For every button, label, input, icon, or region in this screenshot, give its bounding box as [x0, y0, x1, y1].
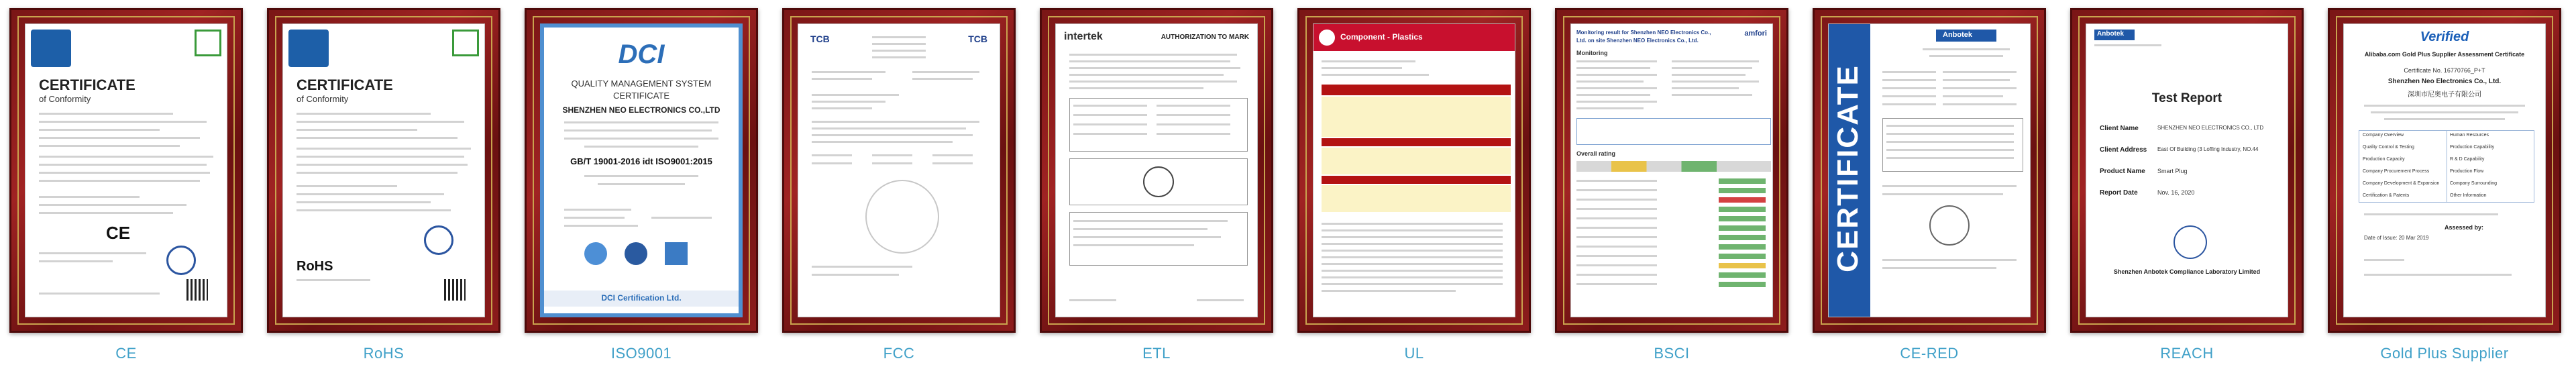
gold-company-cn: 深圳市尼奥电子有限公司: [2408, 91, 2481, 99]
certificate-document-ul: [1313, 23, 1515, 317]
certificate-caption: FCC: [883, 345, 915, 362]
certificate-document-ce: [25, 23, 227, 317]
verified-logo: Verified: [2420, 30, 2469, 44]
certificate-card-ce[interactable]: [9, 8, 243, 362]
ul-heading: Component - Plastics: [1340, 32, 1423, 42]
bsci-title-line2: Ltd. on site Shenzhen NEO Electronics Co., Ltd.: [1576, 38, 1699, 44]
certificate-caption: UL: [1404, 345, 1424, 362]
tcb-logo-left: TCB: [810, 34, 830, 44]
issuer-name: Shenzhen Anbotek Compliance Laboratory Limited: [2113, 268, 2261, 275]
amfori-logo: amfori: [1744, 30, 1767, 38]
iso-footer: DCI Certification Ltd.: [601, 293, 682, 303]
certificate-caption: CE: [115, 345, 137, 362]
certificate-caption: Gold Plus Supplier: [2380, 345, 2509, 362]
certificate-frame: [525, 8, 758, 333]
gold-company-en: Shenzhen Neo Electronics Co., Ltd.: [2387, 78, 2502, 85]
iso-standard: GB/T 19001-2016 idt ISO9001:2015: [570, 156, 712, 166]
bsci-section: Monitoring: [1576, 50, 1608, 56]
assessment-item: Production Capacity: [2363, 157, 2405, 162]
iso-company: SHENZHEN NEO ELECTRONICS CO.,LTD: [562, 105, 720, 115]
intertek-logo: intertek: [1064, 31, 1103, 42]
certificate-card-reach[interactable]: [2070, 8, 2304, 362]
assessment-item: Human Resources: [2450, 133, 2489, 138]
anbotek-logo: Anbotek: [2097, 30, 2124, 38]
certificate-card-rohs[interactable]: [267, 8, 500, 362]
certificate-document-fcc: [798, 23, 1000, 317]
certificate-title: CERTIFICATE: [297, 76, 393, 93]
tcb-logo-right: TCB: [968, 34, 987, 44]
certificate-frame: [9, 8, 243, 333]
certificate-caption: ETL: [1142, 345, 1171, 362]
assessment-item: Company Surrounding: [2450, 181, 2498, 186]
ce-mark: CE: [106, 223, 131, 243]
report-title: Test Report: [2151, 91, 2222, 105]
bsci-title-line1: Monitoring result for Shenzhen NEO Electronics Co.,: [1576, 30, 1711, 36]
etl-heading: AUTHORIZATION TO MARK: [1161, 34, 1249, 41]
date-of-issue: Date of Issue: 20 Mar 2019: [2364, 235, 2429, 241]
assessment-item: Company Procurement Process: [2363, 169, 2430, 174]
assessment-item: Company Development & Expansion: [2363, 181, 2440, 186]
certificate-card-ul[interactable]: [1297, 8, 1531, 362]
certificate-frame: [2070, 8, 2304, 333]
dci-logo: DCI: [618, 40, 665, 69]
certificate-caption: BSCI: [1654, 345, 1690, 362]
assessment-item: Quality Control & Testing: [2363, 145, 2414, 150]
client-name-value: SHENZHEN NEO ELECTRONICS CO., LTD: [2157, 125, 2264, 131]
certificate-frame: [1297, 8, 1531, 333]
certificate-document-iso9001: [540, 23, 743, 317]
assessed-by-label: Assessed by:: [2445, 224, 2484, 231]
certificate-title: CERTIFICATE: [39, 76, 136, 93]
gold-site-title: Alibaba.com Gold Plus Supplier Assessment Certificate: [2364, 51, 2525, 58]
client-name-label: Client Name: [2100, 125, 2139, 132]
certificate-frame: [782, 8, 1016, 333]
certificate-document-gold-plus: [2343, 23, 2546, 317]
product-name-label: Product Name: [2100, 168, 2145, 175]
certificate-caption: RoHS: [363, 345, 405, 362]
report-date-value: Nov. 16, 2020: [2157, 189, 2195, 196]
assessment-item: Company Overview: [2363, 133, 2404, 138]
certificate-frame: [2328, 8, 2561, 333]
iso-title-line1: QUALITY MANAGEMENT SYSTEM: [571, 78, 712, 89]
certificate-card-gold-plus-supplier[interactable]: [2328, 8, 2561, 362]
certificate-document-rohs: [282, 23, 485, 317]
client-address-value: East Of Building (3 Loffing Industry, NO.44: [2157, 146, 2259, 152]
client-address-label: Client Address: [2100, 146, 2147, 154]
certificate-card-fcc[interactable]: [782, 8, 1016, 362]
certificate-document-bsci: [1570, 23, 1773, 317]
certificate-frame: [1813, 8, 2046, 333]
rohs-mark: RoHS: [297, 259, 333, 274]
certificate-caption: REACH: [2160, 345, 2214, 362]
gold-cert-no: Certificate No. 16770766_P+T: [2404, 67, 2485, 74]
certificate-card-bsci[interactable]: [1555, 8, 1788, 362]
certificate-frame: [1040, 8, 1273, 333]
certificate-caption: ISO9001: [610, 345, 672, 362]
certificate-frame: [267, 8, 500, 333]
report-date-label: Report Date: [2100, 189, 2138, 197]
certificate-subtitle: of Conformity: [297, 94, 349, 104]
assessment-item: Other Information: [2450, 193, 2487, 198]
iso-title-line2: CERTIFICATE: [612, 91, 670, 101]
certificate-subtitle: of Conformity: [39, 94, 91, 104]
certificate-frame: [1555, 8, 1788, 333]
product-name-value: Smart Plug: [2157, 168, 2188, 174]
certificate-vertical-title: CERTIFICATE: [1831, 64, 1864, 272]
assessment-item: Certification & Patents: [2363, 193, 2410, 198]
certificate-card-ce-red[interactable]: [1813, 8, 2046, 362]
anbotek-logo: Anbotek: [1943, 31, 1972, 39]
assessment-item: R & D Capability: [2450, 157, 2485, 162]
certificate-card-iso9001[interactable]: [525, 8, 758, 362]
assessment-item: Production Flow: [2450, 169, 2484, 174]
certificate-document-etl: [1055, 23, 1258, 317]
bsci-overall-rating: Overall rating: [1576, 150, 1616, 157]
certificate-document-reach: [2086, 23, 2288, 317]
certificate-caption: CE-RED: [1900, 345, 1959, 362]
certificate-card-etl[interactable]: [1040, 8, 1273, 362]
certificate-document-ce-red: [1828, 23, 2031, 317]
assessment-item: Production Capability: [2450, 145, 2495, 150]
